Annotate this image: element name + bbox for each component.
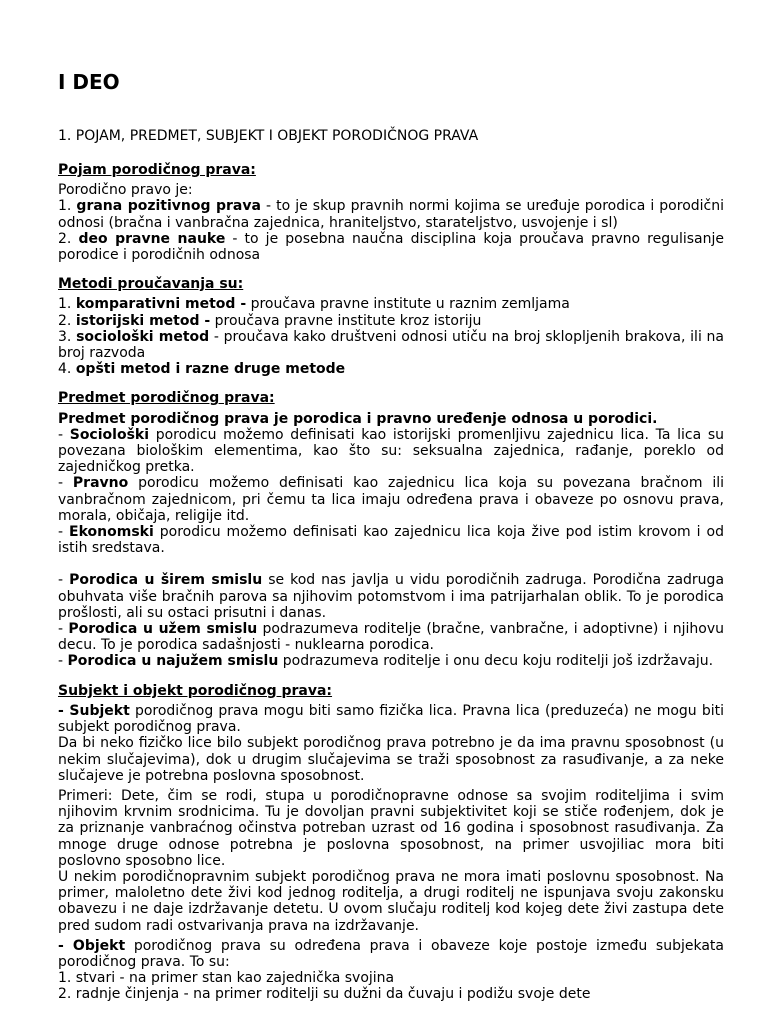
metodi-heading: Metodi proučavanja su: (58, 276, 244, 293)
page-title: I DEO (58, 70, 120, 94)
subjekt-heading: Subjekt i objekt porodičnog prava: (58, 682, 333, 699)
predmet-lead: Predmet porodičnog prava je porodica i pravno uređenje odnosa u porodici. (58, 410, 658, 427)
pojam-item-1: 1. grana pozitivnog prava - to je skup pravnih normi kojima se uređuje porodica i porodični odnosi (bračna i vanbračna zajednica, hraniteljstvo, starateljstvo, usvojenje i sl) (58, 198, 724, 231)
pojam-intro: Porodično pravo je: (58, 182, 193, 199)
pojam-item-2: 2. deo pravne nauke - to je posebna naučna disciplina koja proučava pravno regulisanje porodice i porodičnih odnosa (58, 230, 724, 264)
porodica-najuzem: - Porodica u najužem smislu podrazumeva roditelje i onu decu koju roditelji još izdržavaju. (58, 653, 714, 670)
objekt-def: - Objekt porodičnog prava su određena prava i obaveze koje postoje između subjekata porodičnog prava. To su: (58, 937, 724, 970)
subjekt-p3: Primeri: Dete, čim se rodi, stupa u porodičnopravne odnose sa svojim roditeljima i svim njihovim krvnim srodnicima. Tu je dovoljan pravni subjektivitet koji se stiče rođenjem, dok je za priznanje vanbraćnog očinstva potreban uzrast od 16 godina i sposobnost rasuđivanja. Za mnoge druge odnose potrebna je poslovna sposobnost, na primer usvojiliac mora biti poslovno sposobno lice. (58, 787, 724, 869)
objekt-item-1: 1. stvari - na primer stan kao zajednička svojina (58, 970, 395, 987)
document-body (58, 162, 724, 1003)
metod-item-2: 2. istorijski metod - proučava pravne institute kroz istoriju (58, 312, 482, 329)
metod-item-3: 3. sociološki metod - proučava kako društveni odnosi utiču na broj sklopljenih brakova, ili na broj razvoda (58, 328, 724, 362)
objekt-item-2: 2. radnje činjenja - na primer roditelji su dužni da čuvaju i podižu svoje dete (58, 986, 591, 1003)
predmet-heading: Predmet porodičnog prava: (58, 390, 275, 407)
pojam-heading: Pojam porodičnog prava: (58, 162, 256, 178)
predmet-def-socioloski: - Sociološki porodicu možemo definisati kao istorijski promenljivu zajednicu lica. Ta lica su povezana biološkim elementima, kao što su: seksualna zajednica, rađanje, poreklo od zajedničkog pretka. (58, 426, 724, 476)
metod-item-1: 1. komparativni metod - proučava pravne institute u raznim zemljama (58, 296, 570, 313)
predmet-def-ekonomski: - Ekonomski porodicu možemo definisati kao zajednicu lica koja žive pod istim krovom i od istih sredstava. (58, 524, 724, 557)
section-title: 1. POJAM, PREDMET, SUBJEKT I OBJEKT PORODIČNOG PRAVA (58, 128, 479, 144)
subjekt-p4: U nekim porodičnopravnim subjekt porodičnog prava ne mora imati poslovnu sposobnost. Na primer, maloletno dete živi kod jednog roditelja, a drugi roditelj ne ispunjava svoju zakonsku obavezu i ne daje izdržavanje detetu. U ovom slučaju roditelj kod kojeg dete živi zastupa dete pred sudom radi ostvarivanja prava na izdržavanje. (58, 868, 724, 934)
porodica-uzem: - Porodica u užem smislu podrazumeva roditelje (bračne, vanbračne, i adoptivne) i njihovu decu. To je porodica sadašnjosti - nuklearna porodica. (58, 621, 725, 654)
porodica-sirem: - Porodica u širem smislu se kod nas javlja u vidu porodičnih zadruga. Porodična zadruga obuhvata više bračnih parova sa njihovim potomstvom i ima patrijarhalan oblik. To je porodica prošlosti, ali su ostaci prisutni i danas. (58, 572, 725, 621)
metod-item-4: 4. opšti metod i razne druge metode (58, 361, 346, 378)
predmet-def-pravno: - Pravno porodicu možemo definisati kao zajednicu lica koja su povezana bračnom ili vanbračnom zajednicom, pri čemu ta lica imaju određena prava i obaveze po osnovu prava, morala, običaja, religije itd. (58, 475, 725, 524)
subjekt-def: - Subjekt porodičnog prava mogu biti samo fizička lica. Pravna lica (preduzeća) ne mogu biti subjekt porodičnog prava. (58, 702, 724, 736)
subjekt-p2: Da bi neko fizičko lice bilo subjekt porodičnog prava potrebno je da ima pravnu sposobnost (u nekim slučajevima), dok u drugim slučajevima se traži sposobnost za rasuđivanje, a za neke slučajeve je potrebna poslovna sposobnost. (58, 735, 724, 784)
